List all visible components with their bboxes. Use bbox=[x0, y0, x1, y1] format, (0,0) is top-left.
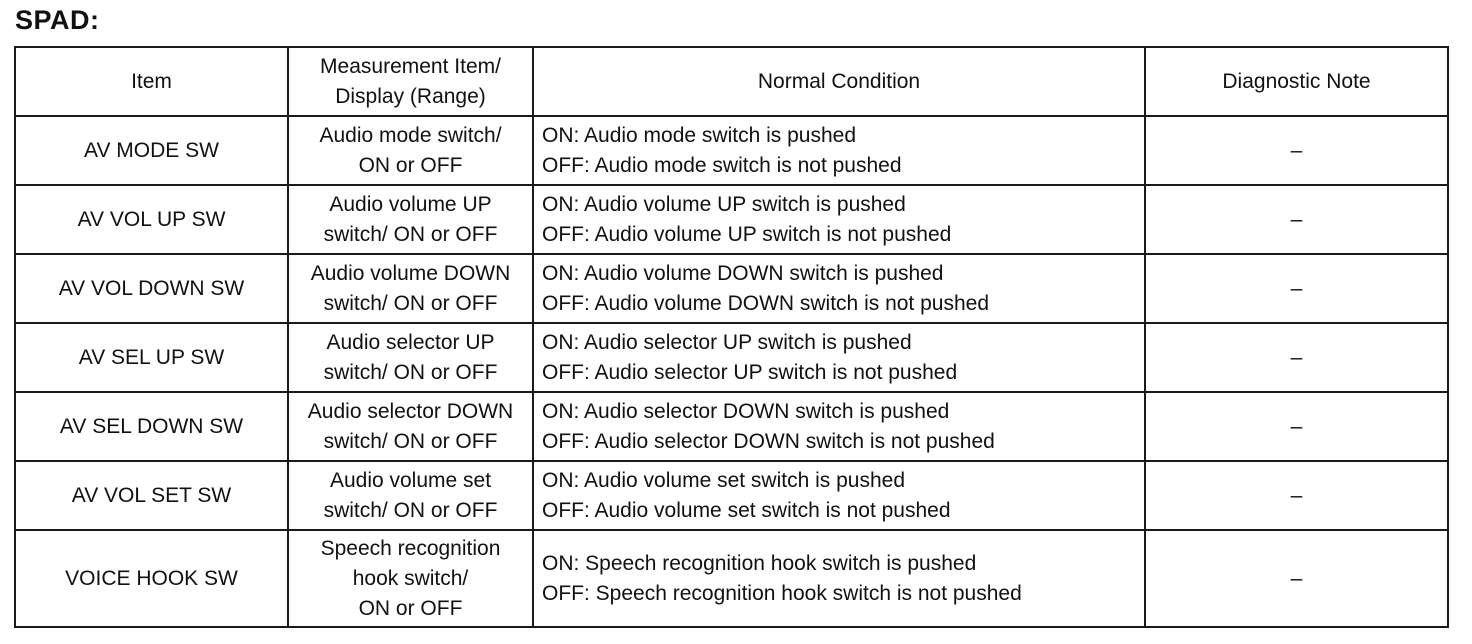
normal-condition-off: OFF: Audio volume UP switch is not pushed bbox=[542, 222, 952, 246]
measurement-line: ON or OFF bbox=[358, 596, 463, 620]
header-diagnostic-note: Diagnostic Note bbox=[1145, 47, 1448, 116]
normal-condition-off: OFF: Audio volume set switch is not pushed bbox=[542, 498, 951, 522]
measurement-line: switch/ ON or OFF bbox=[323, 291, 498, 315]
table-header-row bbox=[15, 47, 1448, 116]
table-row bbox=[15, 392, 1448, 461]
table-row bbox=[15, 461, 1448, 530]
measurement-line: switch/ ON or OFF bbox=[323, 360, 498, 384]
diagnostic-note-cell: – bbox=[1145, 461, 1448, 530]
header-measurement-line: Measurement Item/ bbox=[320, 54, 501, 78]
measurement-line: Audio selector DOWN bbox=[307, 399, 514, 423]
diagnostic-note-cell: – bbox=[1145, 185, 1448, 254]
measurement-cell bbox=[288, 116, 533, 185]
item-cell: AV MODE SW bbox=[15, 116, 288, 185]
measurement-line: Audio volume set bbox=[329, 468, 492, 492]
normal-condition-off: OFF: Audio volume DOWN switch is not pushed bbox=[542, 291, 989, 315]
diagnostic-note-cell: – bbox=[1145, 323, 1448, 392]
item-cell: AV SEL DOWN SW bbox=[15, 392, 288, 461]
measurement-line: Audio volume UP bbox=[329, 192, 492, 216]
table-row bbox=[15, 116, 1448, 185]
header-measurement bbox=[288, 47, 533, 116]
normal-condition-cell bbox=[533, 461, 1145, 530]
normal-condition-cell bbox=[533, 116, 1145, 185]
diagnostic-note-cell: – bbox=[1145, 254, 1448, 323]
normal-condition-off: OFF: Audio mode switch is not pushed bbox=[542, 153, 902, 177]
header-measurement-line: Display (Range) bbox=[335, 84, 486, 108]
measurement-line: switch/ ON or OFF bbox=[323, 429, 498, 453]
normal-condition-off: OFF: Audio selector DOWN switch is not pushed bbox=[542, 429, 995, 453]
table-row bbox=[15, 530, 1448, 627]
measurement-line: hook switch/ bbox=[352, 566, 469, 590]
measurement-line: Speech recognition bbox=[320, 536, 501, 560]
normal-condition-cell bbox=[533, 530, 1145, 627]
item-cell: AV VOL SET SW bbox=[15, 461, 288, 530]
normal-condition-off: OFF: Speech recognition hook switch is not pushed bbox=[542, 581, 1022, 605]
normal-condition-on: ON: Audio selector UP switch is pushed bbox=[542, 330, 912, 354]
normal-condition-cell bbox=[533, 185, 1145, 254]
table-row bbox=[15, 185, 1448, 254]
measurement-cell bbox=[288, 323, 533, 392]
diagnostic-note-cell: – bbox=[1145, 392, 1448, 461]
measurement-cell bbox=[288, 185, 533, 254]
diagnostic-note-cell: – bbox=[1145, 116, 1448, 185]
table-row bbox=[15, 254, 1448, 323]
normal-condition-off: OFF: Audio selector UP switch is not pushed bbox=[542, 360, 958, 384]
page-title: SPAD: bbox=[15, 5, 100, 35]
measurement-line: switch/ ON or OFF bbox=[323, 222, 498, 246]
item-cell: AV SEL UP SW bbox=[15, 323, 288, 392]
measurement-line: switch/ ON or OFF bbox=[323, 498, 498, 522]
normal-condition-on: ON: Audio mode switch is pushed bbox=[542, 123, 856, 147]
measurement-line: Audio selector UP bbox=[326, 330, 495, 354]
normal-condition-on: ON: Audio selector DOWN switch is pushed bbox=[542, 399, 950, 423]
normal-condition-cell bbox=[533, 392, 1145, 461]
measurement-cell bbox=[288, 254, 533, 323]
measurement-cell bbox=[288, 530, 533, 627]
measurement-line: ON or OFF bbox=[358, 153, 463, 177]
measurement-line: Audio volume DOWN bbox=[310, 261, 511, 285]
item-cell: VOICE HOOK SW bbox=[15, 530, 288, 627]
normal-condition-on: ON: Speech recognition hook switch is pushed bbox=[542, 551, 977, 575]
measurement-cell bbox=[288, 392, 533, 461]
normal-condition-on: ON: Audio volume DOWN switch is pushed bbox=[542, 261, 944, 285]
measurement-line: Audio mode switch/ bbox=[319, 123, 502, 147]
normal-condition-cell bbox=[533, 323, 1145, 392]
normal-condition-on: ON: Audio volume UP switch is pushed bbox=[542, 192, 906, 216]
item-cell: AV VOL UP SW bbox=[15, 185, 288, 254]
spad-data-table bbox=[14, 46, 1449, 628]
table-row bbox=[15, 323, 1448, 392]
measurement-cell bbox=[288, 461, 533, 530]
normal-condition-on: ON: Audio volume set switch is pushed bbox=[542, 468, 906, 492]
item-cell: AV VOL DOWN SW bbox=[15, 254, 288, 323]
normal-condition-cell bbox=[533, 254, 1145, 323]
header-normal-condition: Normal Condition bbox=[533, 47, 1145, 116]
header-item: Item bbox=[15, 47, 288, 116]
diagnostic-note-cell: – bbox=[1145, 530, 1448, 627]
